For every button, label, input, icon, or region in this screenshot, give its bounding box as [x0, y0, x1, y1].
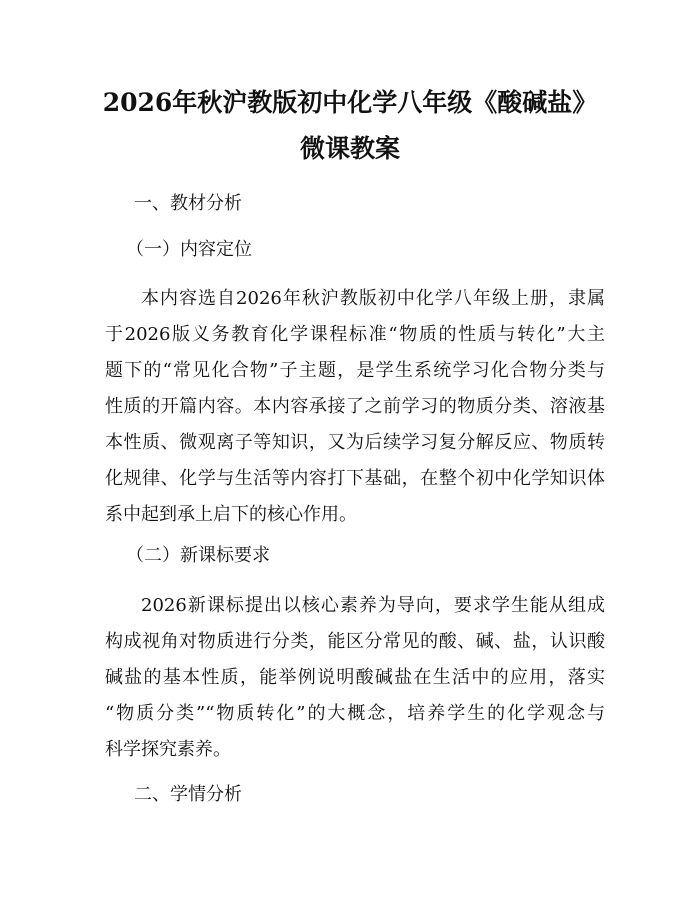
paragraph-line: 化规律、化学与生活等内容打下基础，在整个初中化学知识体: [105, 468, 605, 489]
document-title-line-2: 微课教案: [299, 134, 400, 163]
subsection-heading-content-positioning: （一）内容定位: [126, 239, 252, 260]
paragraph-line: 于2026版义务教育化学课程标准“物质的性质与转化”大主: [105, 324, 605, 345]
subsection-heading-curriculum-requirements: （二）新课标要求: [126, 545, 270, 566]
paragraph-content-positioning: [105, 281, 605, 533]
paragraph-curriculum-requirements: [105, 588, 605, 768]
section-heading-learner-analysis: 二、学情分析: [134, 784, 242, 805]
paragraph-line: 科学探究素养。: [105, 739, 231, 760]
paragraph-line: 2026新课标提出以核心素养为导向，要求学生能从组成: [141, 595, 605, 616]
paragraph-line: 题下的“常见化合物”子主题，是学生系统学习化合物分类与: [105, 360, 605, 381]
paragraph-line: 系中起到承上启下的核心作用。: [105, 504, 357, 525]
paragraph-line: 性质的开篇内容。本内容承接了之前学习的物质分类、溶液基: [105, 396, 605, 417]
paragraph-line: 本性质、微观离子等知识，又为后续学习复分解反应、物质转: [105, 432, 605, 453]
paragraph-line: “物质分类”“物质转化”的大概念，培养学生的化学观念与: [105, 703, 605, 724]
document-title-line-1: 2026年秋沪教版初中化学八年级《酸碱盐》: [102, 88, 598, 117]
paragraph-line: 构成视角对物质进行分类，能区分常见的酸、碱、盐，认识酸: [105, 631, 605, 652]
paragraph-line: 碱盐的基本性质，能举例说明酸碱盐在生活中的应用，落实: [105, 667, 605, 688]
section-heading-textbook-analysis: 一、教材分析: [134, 193, 242, 214]
paragraph-line: 本内容选自2026年秋沪教版初中化学八年级上册，隶属: [141, 288, 605, 309]
